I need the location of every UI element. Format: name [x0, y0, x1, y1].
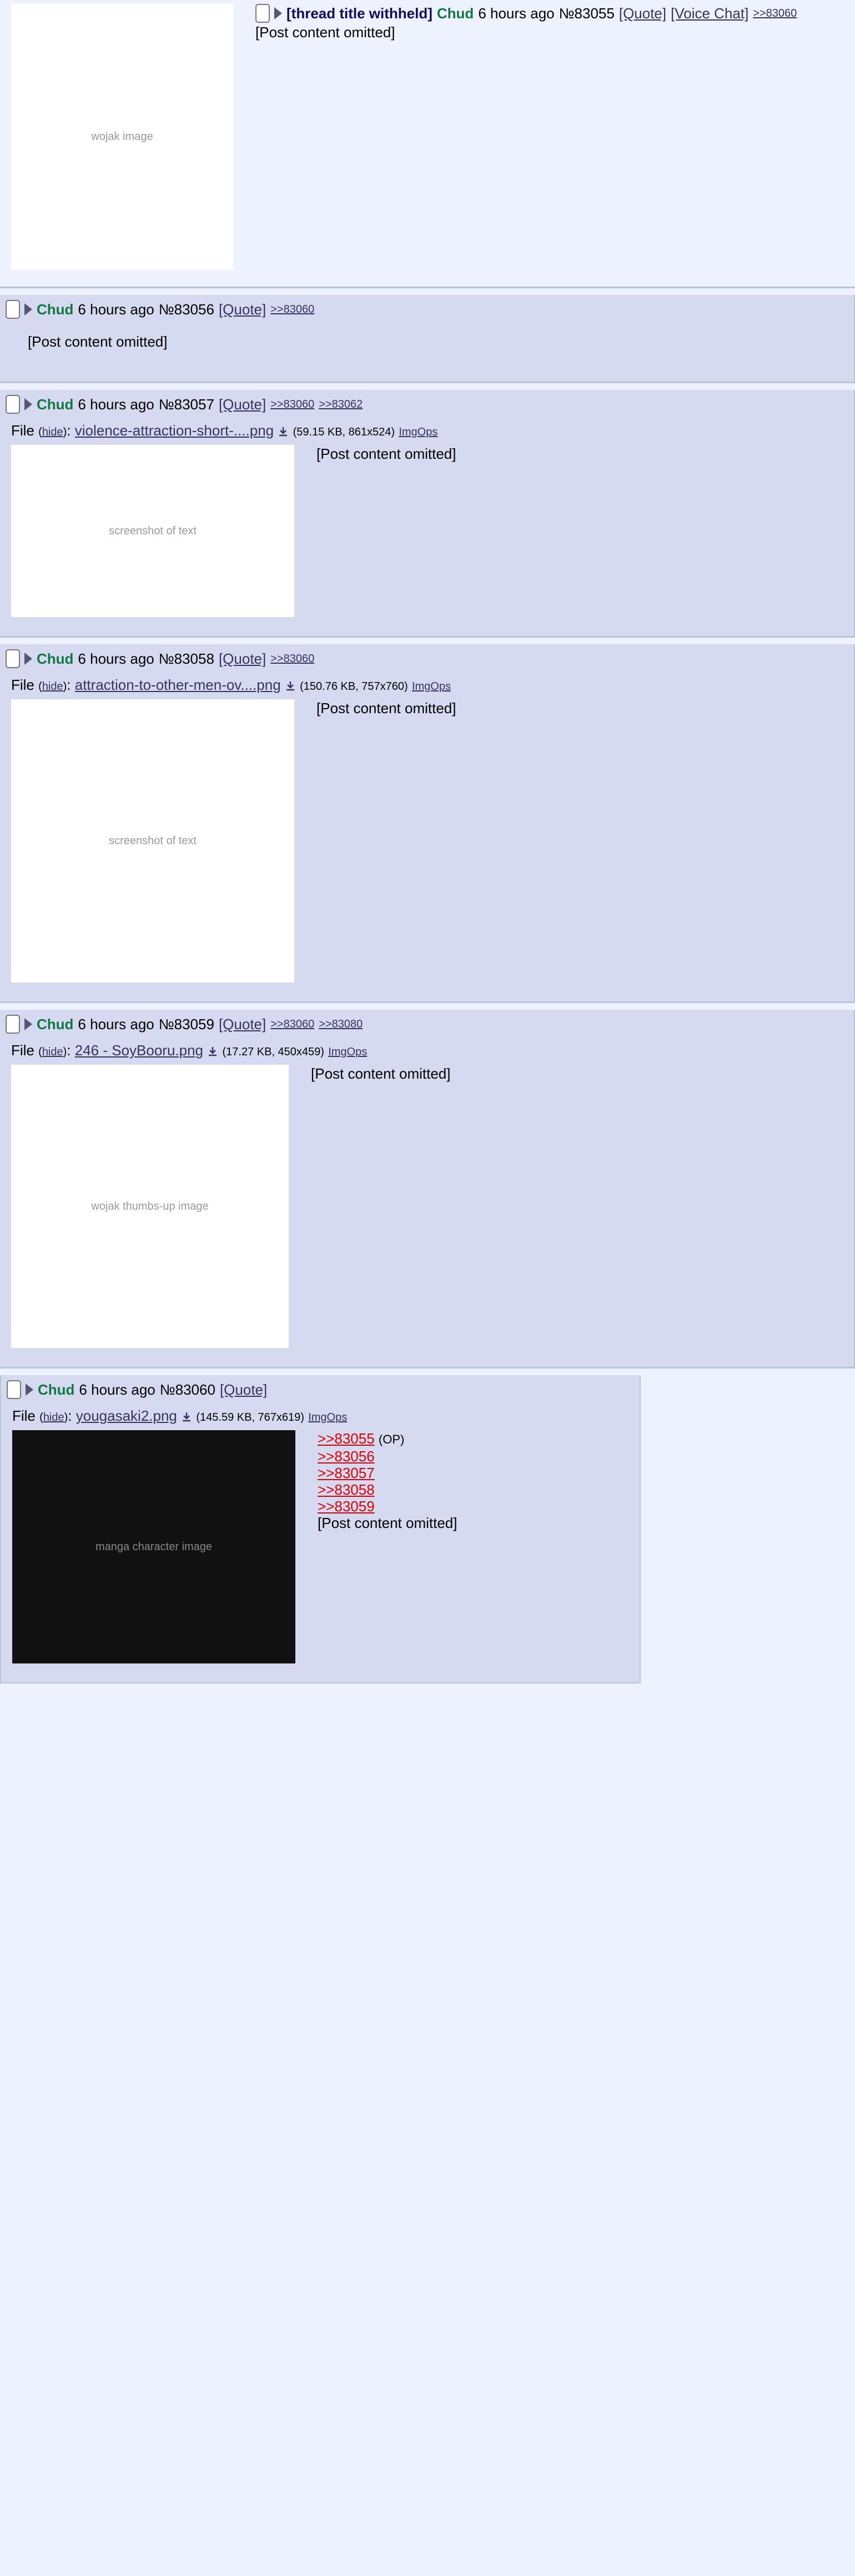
- reply-post: [0, 390, 855, 636]
- op-post: [0, 0, 855, 287]
- file-link[interactable]: 246 - SoyBooru.png: [74, 1042, 204, 1059]
- backlink[interactable]: >>83060: [270, 398, 315, 410]
- poster-name: Chud: [37, 396, 74, 413]
- post-number[interactable]: №83058: [158, 650, 214, 667]
- quote-link[interactable]: >>83058: [318, 1481, 375, 1498]
- download-icon[interactable]: [181, 1411, 192, 1422]
- file-info: File (hide): violence-attraction-short-....png (59.15 KB, 861x524) ImgOps: [11, 422, 438, 439]
- post-body: [Post content omitted]: [28, 333, 168, 350]
- quote-button[interactable]: [Quote]: [218, 301, 266, 318]
- op-thumbnail[interactable]: wojak image: [11, 3, 233, 270]
- post-header: [6, 1014, 848, 1034]
- quote-link[interactable]: >>83055: [318, 1430, 375, 1447]
- post-menu-arrow-icon[interactable]: [24, 398, 32, 410]
- file-thumbnail[interactable]: manga character image: [12, 1430, 295, 1663]
- poster-name: Chud: [37, 1016, 74, 1033]
- download-icon[interactable]: [207, 1046, 218, 1057]
- post-body: >>83055 (OP) >>83056 >>83057 >>83058 >>83059 [Post content omitted]: [318, 1430, 457, 1531]
- post-number[interactable]: №83057: [158, 396, 214, 413]
- hide-file-link[interactable]: hide: [42, 680, 63, 693]
- post-header: [255, 3, 849, 23]
- quote-button[interactable]: [Quote]: [218, 650, 266, 667]
- op-marker: (OP): [378, 1432, 405, 1446]
- post-number[interactable]: №83059: [158, 1016, 214, 1033]
- post-menu-arrow-icon[interactable]: [24, 303, 32, 315]
- select-checkbox[interactable]: [255, 4, 270, 23]
- reply-83057-wrap: [0, 382, 855, 636]
- imgops-link[interactable]: ImgOps: [411, 680, 451, 693]
- post-header: [6, 649, 848, 669]
- file-thumbnail[interactable]: wojak thumbs-up image: [11, 1065, 289, 1348]
- quote-link[interactable]: >>83057: [318, 1465, 375, 1481]
- hide-file-link[interactable]: hide: [42, 426, 63, 438]
- quote-button[interactable]: [Quote]: [218, 396, 266, 413]
- select-checkbox[interactable]: [7, 1380, 21, 1399]
- post-menu-arrow-icon[interactable]: [274, 7, 282, 19]
- post-time: 6 hours ago: [78, 1016, 154, 1033]
- reply-post: [0, 1375, 641, 1683]
- post-number[interactable]: №83055: [559, 5, 615, 22]
- quote-button[interactable]: [Quote]: [218, 1016, 266, 1033]
- reply-post: [0, 1010, 855, 1367]
- select-checkbox[interactable]: [6, 649, 20, 668]
- post-body: [Post content omitted]: [255, 24, 395, 41]
- post-menu-arrow-icon[interactable]: [24, 653, 32, 665]
- post-header: [6, 299, 848, 319]
- file-thumbnail[interactable]: screenshot of text: [11, 699, 294, 983]
- imgops-link[interactable]: ImgOps: [328, 1046, 368, 1058]
- backlink[interactable]: >>83062: [319, 398, 363, 410]
- post-time: 6 hours ago: [78, 396, 154, 413]
- poster-name: Chud: [37, 650, 74, 667]
- reply-83059-wrap: [0, 1001, 855, 1367]
- backlink[interactable]: >>83060: [270, 653, 315, 665]
- imgops-link[interactable]: ImgOps: [399, 426, 438, 438]
- file-link[interactable]: attraction-to-other-men-ov....png: [74, 676, 281, 693]
- file-info: File (hide): attraction-to-other-men-ov....png (150.76 KB, 757x760) ImgOps: [11, 676, 451, 693]
- post-time: 6 hours ago: [78, 650, 154, 667]
- download-icon[interactable]: [278, 426, 289, 437]
- select-checkbox[interactable]: [6, 300, 20, 319]
- backlink[interactable]: >>83080: [319, 1018, 363, 1030]
- quote-link[interactable]: >>83059: [318, 1498, 375, 1515]
- quote-button[interactable]: [Quote]: [219, 1381, 268, 1398]
- select-checkbox[interactable]: [6, 1015, 20, 1034]
- backlink[interactable]: >>83060: [753, 7, 797, 19]
- quote-link[interactable]: >>83056: [318, 1448, 375, 1465]
- reply-83060-wrap: [0, 1367, 855, 1683]
- select-checkbox[interactable]: [6, 395, 20, 414]
- thread-subject: [thread title withheld]: [286, 5, 432, 22]
- file-info: File (hide): 246 - SoyBooru.png (17.27 KB, 450x459) ImgOps: [11, 1042, 368, 1059]
- post-number[interactable]: №83060: [159, 1381, 215, 1398]
- post-menu-arrow-icon[interactable]: [24, 1018, 32, 1030]
- imgops-link[interactable]: ImgOps: [308, 1411, 348, 1424]
- reply-83058-wrap: [0, 636, 855, 1001]
- reply-post: [0, 295, 855, 382]
- voice-chat-button[interactable]: [Voice Chat]: [671, 5, 749, 22]
- hide-file-link[interactable]: hide: [43, 1411, 64, 1424]
- reply-post: [0, 644, 855, 1001]
- file-thumbnail[interactable]: screenshot of text: [11, 445, 294, 617]
- download-icon[interactable]: [285, 680, 296, 691]
- post-menu-arrow-icon[interactable]: [26, 1384, 33, 1396]
- file-link[interactable]: yougasaki2.png: [76, 1407, 177, 1424]
- post-time: 6 hours ago: [78, 301, 154, 318]
- quote-button[interactable]: [Quote]: [618, 5, 667, 22]
- post-header: [7, 1380, 634, 1400]
- post-body: [Post content omitted]: [316, 445, 456, 462]
- poster-name: Chud: [37, 301, 74, 318]
- backlink[interactable]: >>83060: [270, 1018, 315, 1030]
- post-body: [Post content omitted]: [316, 700, 456, 716]
- reply-83056-wrap: [0, 287, 855, 382]
- post-number[interactable]: №83056: [158, 301, 214, 318]
- post-time: 6 hours ago: [79, 1381, 155, 1398]
- file-link[interactable]: violence-attraction-short-....png: [74, 422, 274, 439]
- poster-name: Chud: [38, 1381, 75, 1398]
- post-time: 6 hours ago: [478, 5, 555, 22]
- file-info: File (hide): yougasaki2.png (145.59 KB, 767x619) ImgOps: [12, 1407, 348, 1424]
- post-body: [Post content omitted]: [311, 1065, 451, 1082]
- hide-file-link[interactable]: hide: [42, 1046, 63, 1058]
- post-header: [6, 394, 848, 414]
- backlink[interactable]: >>83060: [270, 303, 315, 315]
- poster-name: Chud: [436, 5, 474, 22]
